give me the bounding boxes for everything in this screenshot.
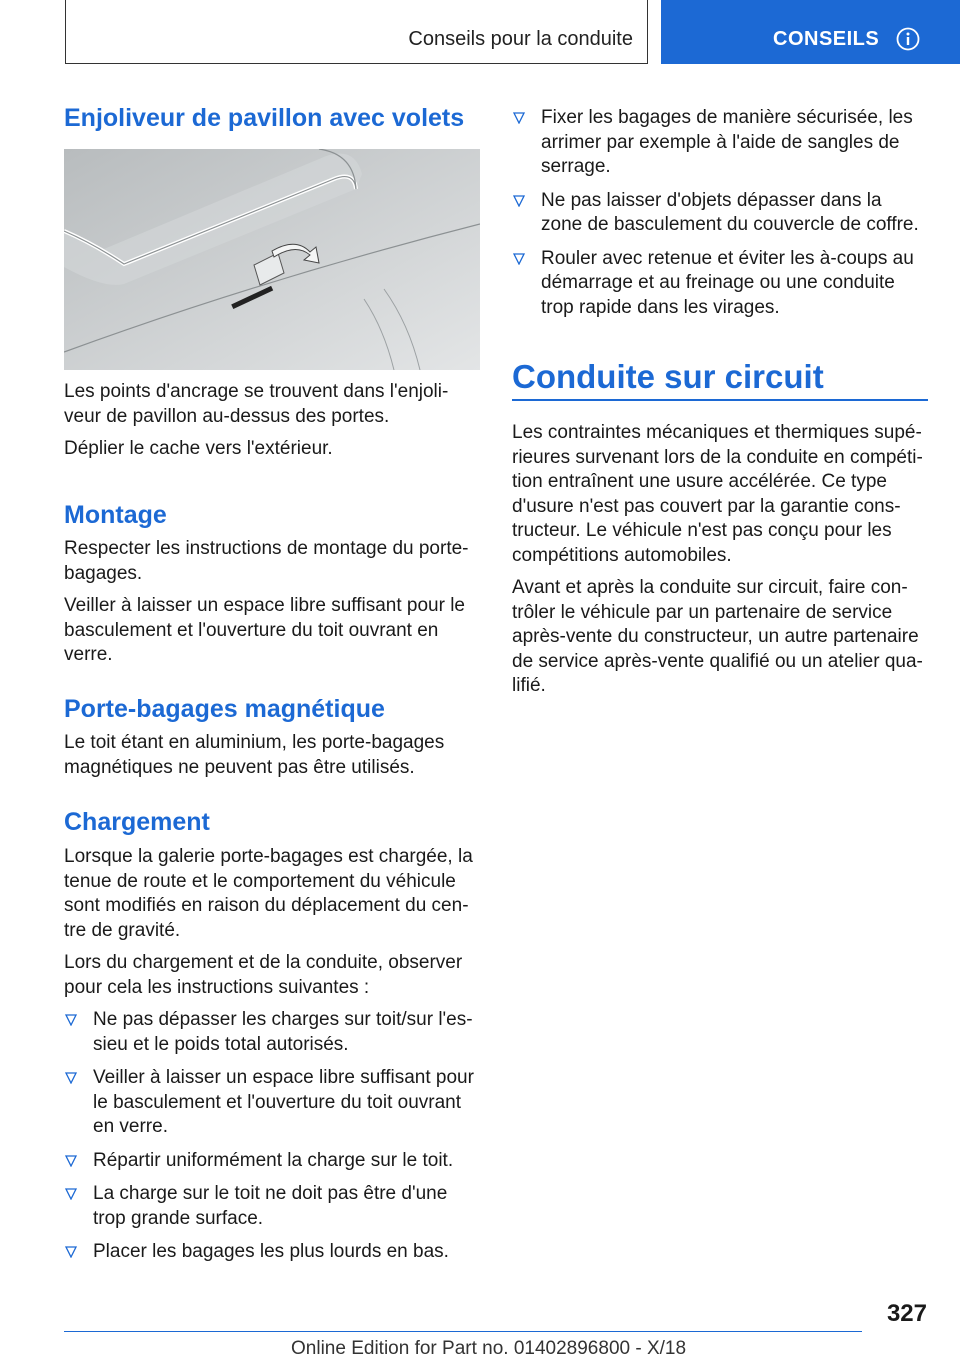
- triangle-bullet-icon: [65, 1155, 77, 1167]
- roof-trim-heading: Enjoliveur de pavillon avec volets: [64, 104, 465, 132]
- triangle-bullet-icon: [65, 1246, 77, 1258]
- list-item: Fixer les bagages de manière sécurisée, les arrimer par exemple à l'aide de sangles de serrage.: [512, 106, 928, 180]
- circuit-paragraph-1: Les contraintes mécaniques et thermiques supé-rieures survenant lors de la conduite en compéti-tion entraînent une usure accélérée. Ce type d'usure n'est pas couvert par la garantie cons-tructeur. Le véhicule n'est pas conçu pour les compétitions automobiles.: [512, 422, 923, 566]
- footer-rule: [64, 1331, 862, 1332]
- list-item: Répartir uniformément la charge sur le toit.: [64, 1149, 480, 1174]
- page-number: 327: [886, 1300, 927, 1327]
- triangle-bullet-icon: [513, 253, 525, 265]
- securing-bullet-list: [512, 106, 928, 320]
- list-item: Ne pas laisser d'objets dépasser dans la zone de basculement du couvercle de coffre.: [512, 189, 928, 238]
- circuit-heading: Conduite sur circuit: [512, 358, 824, 395]
- magnetic-paragraph: Le toit étant en aluminium, les porte-bagages magnétiques ne peuvent pas être utilisés.: [64, 732, 445, 778]
- list-item: Placer les bagages les plus lourds en bas.: [64, 1240, 480, 1265]
- loading-paragraph-2: Lors du chargement et de la conduite, observer pour cela les instructions suivantes :: [64, 952, 463, 998]
- list-item: La charge sur le toit ne doit pas être d'une trop grande surface.: [64, 1182, 480, 1231]
- roof-trim-flap-illustration: [64, 149, 480, 370]
- info-circle-icon[interactable]: [896, 27, 920, 51]
- circuit-paragraph-2: Avant et après la conduite sur circuit, faire con-trôler le véhicule par un partenaire de service après-vente du constructeur, un autre partenaire de service après-vente qualifié ou un atelier qua-lifié.: [512, 577, 923, 696]
- triangle-bullet-icon: [65, 1188, 77, 1200]
- roof-trim-paragraph-1: Les points d'ancrage se trouvent dans l'enjoli-veur de pavillon au-dessus des portes.: [64, 381, 449, 427]
- triangle-bullet-icon: [65, 1014, 77, 1026]
- loading-bullet-list: [64, 1008, 480, 1265]
- triangle-bullet-icon: [513, 112, 525, 124]
- list-item: Ne pas dépasser les charges sur toit/sur l'es-sieu et le poids total autorisés.: [64, 1008, 480, 1057]
- magnetic-heading: Porte-bagages magnétique: [64, 695, 385, 723]
- circuit-heading-rule: [512, 399, 928, 401]
- montage-paragraph-1: Respecter les instructions de montage du porte-bagages.: [64, 538, 469, 584]
- loading-heading: Chargement: [64, 808, 210, 836]
- list-item: Rouler avec retenue et éviter les à-coups au démarrage et au freinage ou une conduite trop rapide dans les virages.: [512, 247, 928, 321]
- header-section-title: Conseils pour la conduite: [408, 28, 633, 50]
- header-section-box: [65, 0, 648, 64]
- header-chapter-tab[interactable]: [661, 0, 960, 64]
- montage-paragraph-2: Veiller à laisser un espace libre suffisant pour le basculement et l'ouverture du toit ouvrant en verre.: [64, 595, 465, 665]
- roof-trim-paragraph-2: Déplier le cache vers l'extérieur.: [64, 438, 333, 459]
- header-chapter-title: CONSEILS: [773, 28, 880, 50]
- loading-paragraph-1: Lorsque la galerie porte-bagages est chargée, la tenue de route et le comportement du véhicule sont modifiés en raison du déplacement du cen-tre de gravité.: [64, 846, 473, 941]
- montage-heading: Montage: [64, 501, 167, 529]
- triangle-bullet-icon: [513, 195, 525, 207]
- triangle-bullet-icon: [65, 1072, 77, 1084]
- footer-edition: Online Edition for Part no. 01402896800 - X/18: [291, 1338, 687, 1359]
- list-item: Veiller à laisser un espace libre suffisant pour le basculement et l'ouverture du toit ouvrant en verre.: [64, 1066, 480, 1140]
